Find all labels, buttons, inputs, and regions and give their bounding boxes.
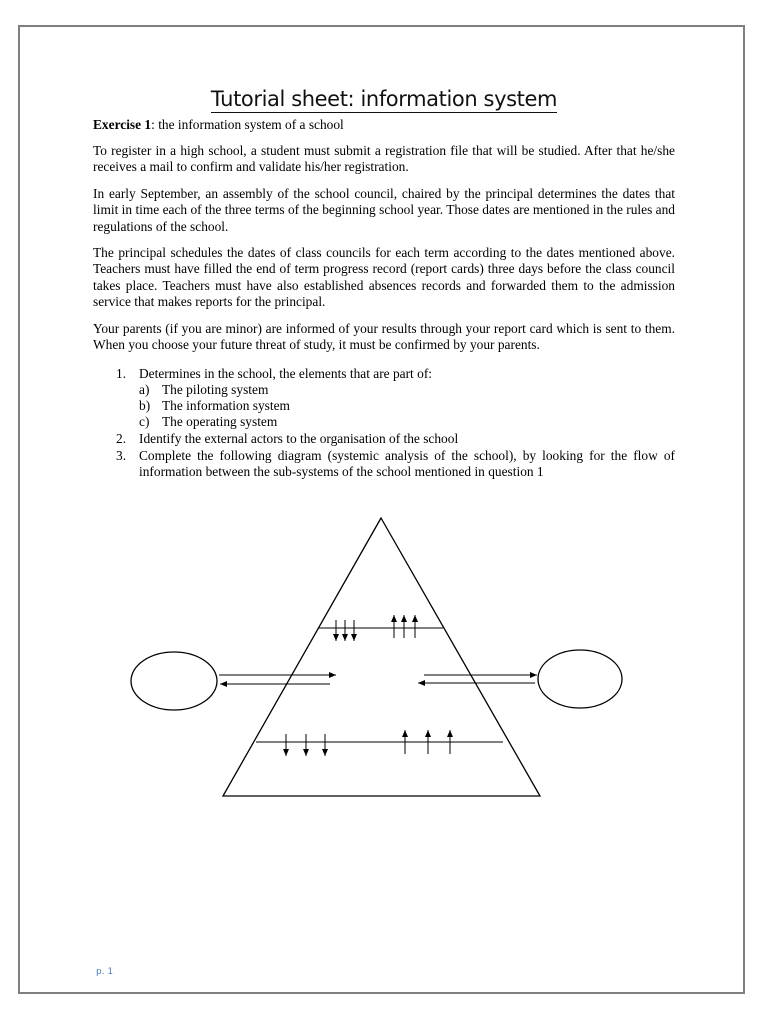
page-number: p. 1	[96, 967, 114, 977]
question-text: Complete the following diagram (systemic analysis of the school), by looking for the flow of information between the sub-systems of the school mentioned in question 1	[139, 448, 675, 480]
left-external-actor-ellipse	[131, 652, 217, 710]
question-number: 1.	[116, 366, 127, 381]
paragraph: In early September, an assembly of the school council, chaired by the principal determines the dates that limit in time each of the three terms of the beginning school year. Those dates are mentioned in the rules and regulations of the school.	[93, 186, 675, 234]
subitem-letter: c)	[139, 414, 150, 429]
paragraph: To register in a high school, a student must submit a registration file that will be studied. After that he/she receives a mail to confirm and validate his/her registration.	[93, 143, 675, 175]
paragraph: The principal schedules the dates of class councils for each term according to the dates mentioned above. Teachers must have filled the end of term progress record (report cards) three days before the class council takes place. Teachers must have also established absences records and forwarded them to the admission service that makes reports for the principal.	[93, 245, 675, 310]
page-title: Tutorial sheet: information system	[210, 87, 558, 111]
paragraph: Your parents (if you are minor) are informed of your results through your report card which is sent to them. When you choose your future threat of study, it must be confirmed by your parents.	[93, 321, 675, 353]
question-text: Determines in the school, the elements that are part of:	[139, 366, 433, 381]
question-number: 2.	[116, 431, 127, 446]
question-number: 3.	[116, 448, 127, 463]
subitem-text: The information system	[162, 398, 290, 413]
right-external-actor-ellipse	[538, 650, 622, 708]
subitem-text: The piloting system	[162, 382, 269, 397]
question-text: Identify the external actors to the organisation of the school	[139, 431, 459, 446]
pyramid-triangle	[223, 518, 540, 796]
exercise-title: : the information system of a school	[151, 117, 344, 132]
exercise-label: Exercise 1	[93, 117, 152, 132]
subitem-letter: a)	[139, 382, 150, 397]
subitem-letter: b)	[139, 398, 151, 413]
subitem-text: The operating system	[162, 414, 278, 429]
